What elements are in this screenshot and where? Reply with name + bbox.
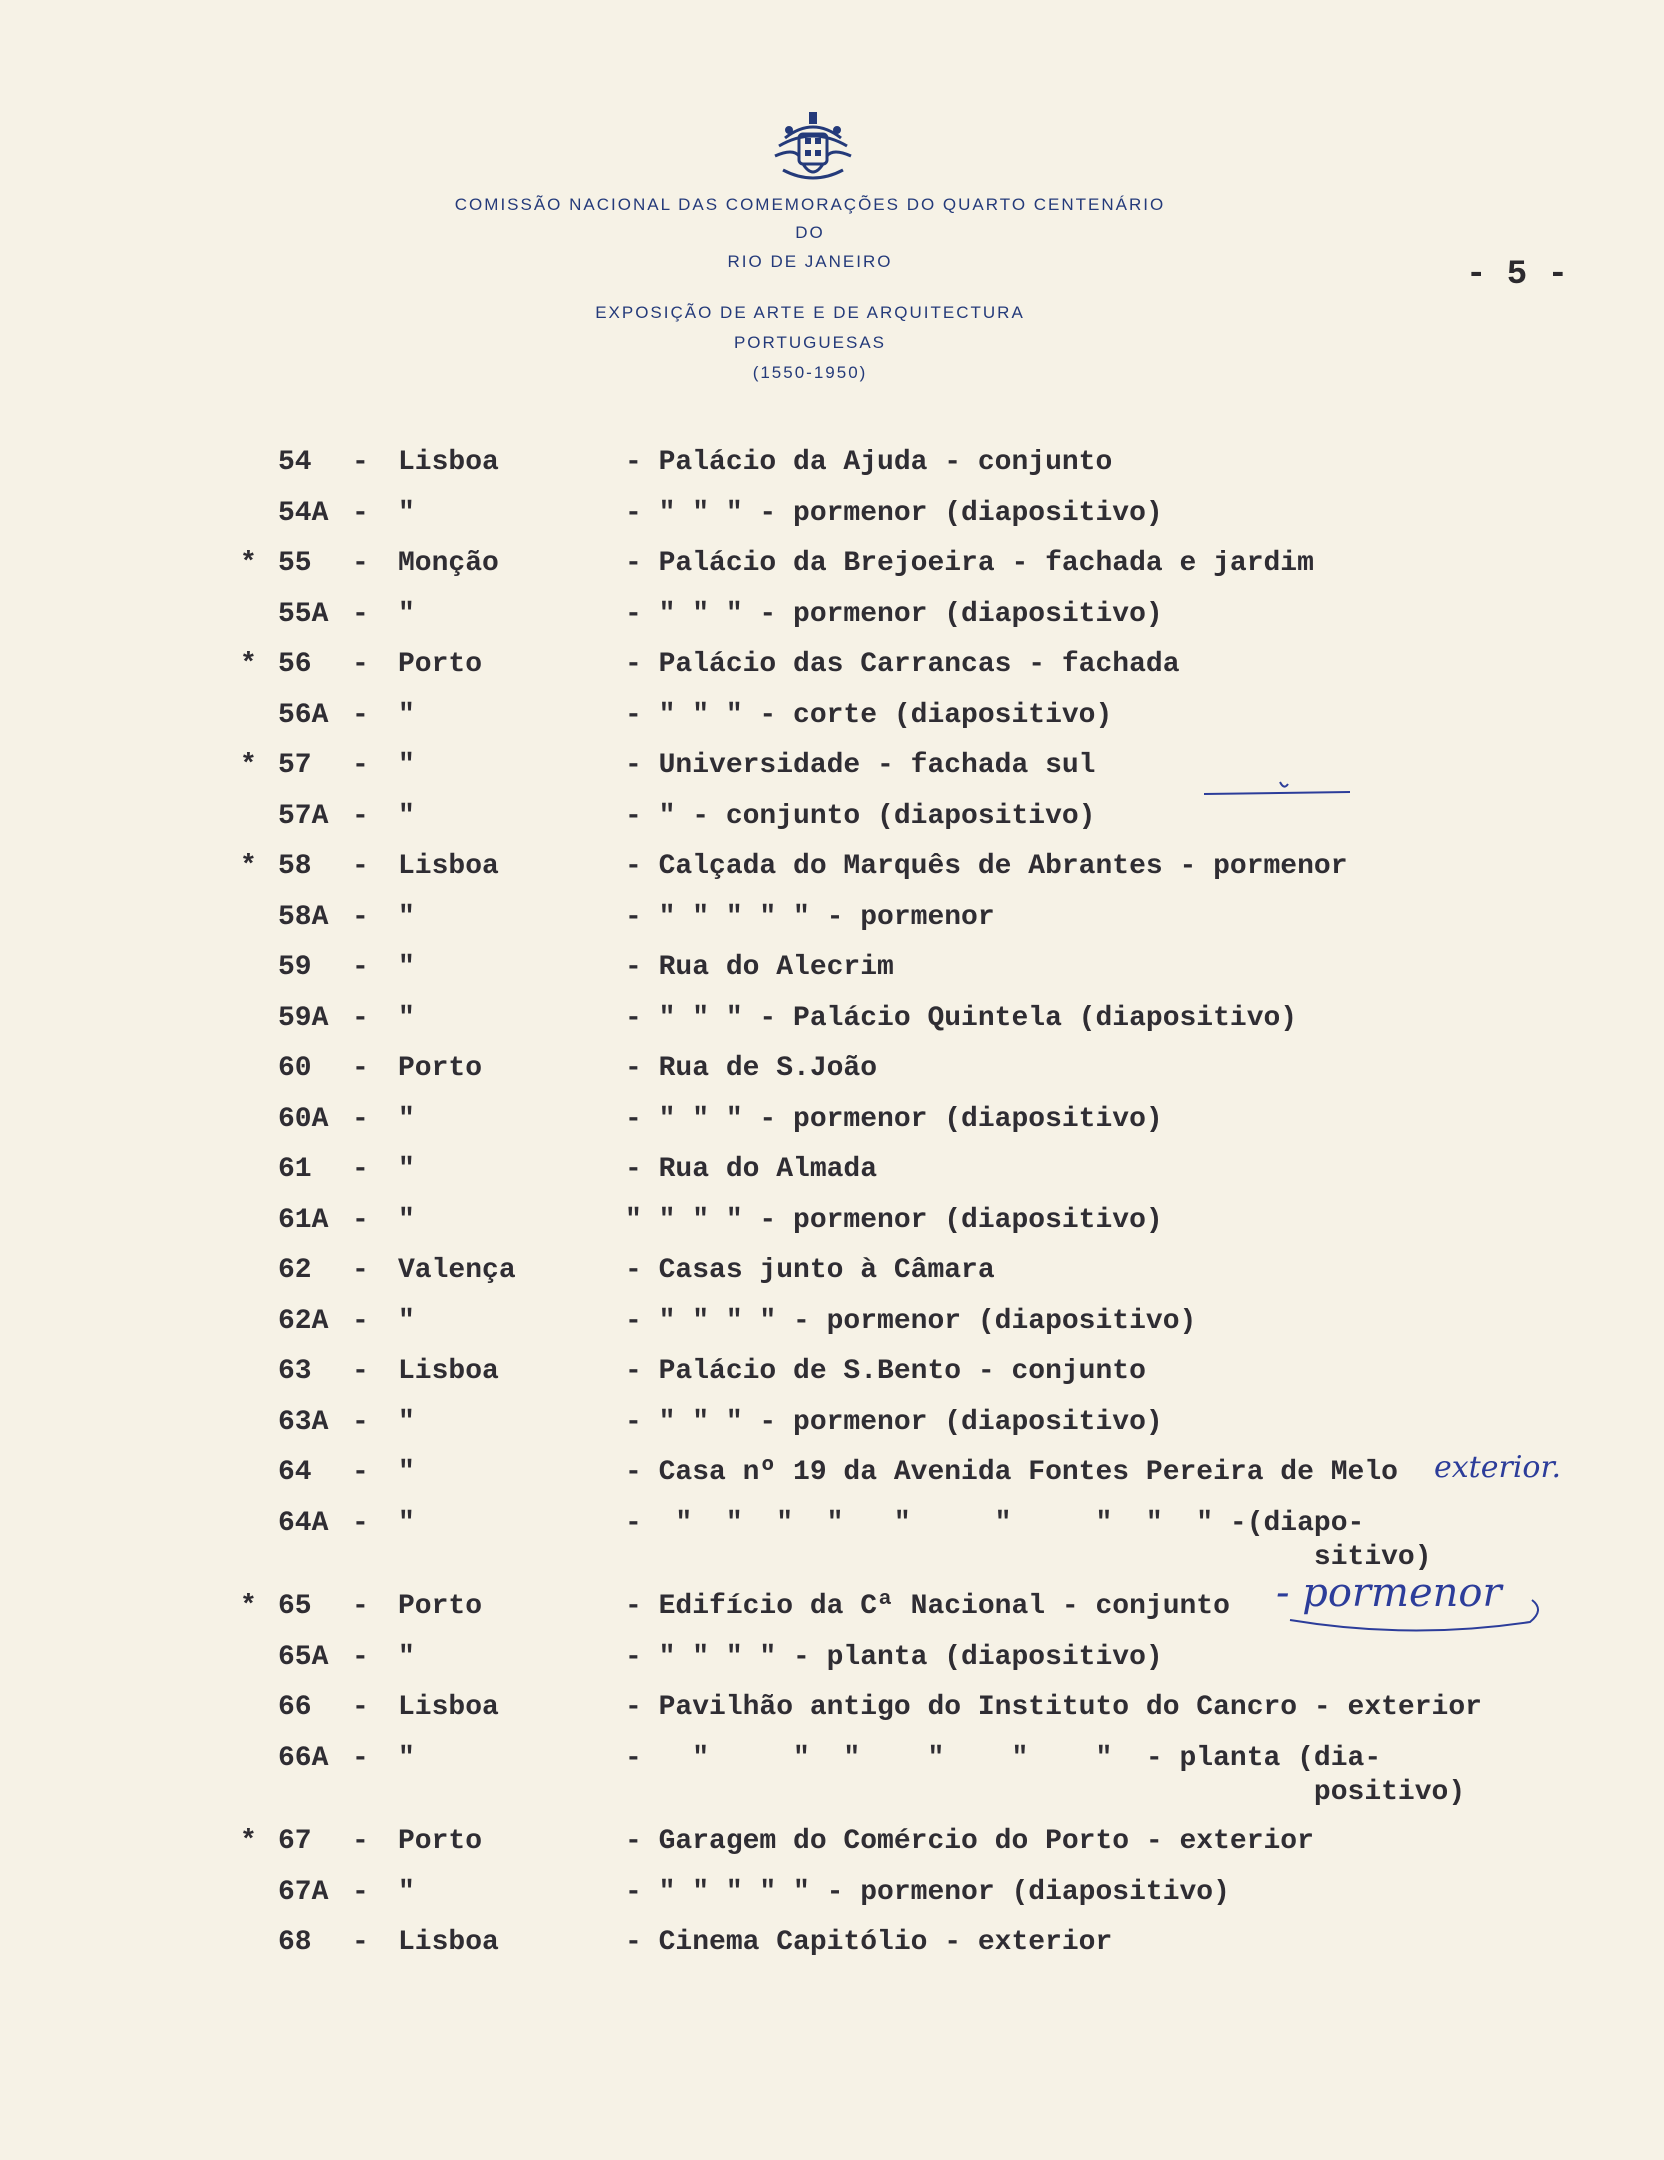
- entry-dash: -: [352, 649, 369, 680]
- header-line-3: RIO DE JANEIRO: [727, 252, 893, 271]
- entry-row: [0, 1734, 1664, 1808]
- entry-number: 57: [278, 750, 312, 781]
- entry-place: ": [398, 1507, 415, 1539]
- entry-dash: -: [352, 548, 369, 579]
- entry-number: 65: [278, 1591, 312, 1622]
- header-line-5: PORTUGUESAS: [733, 333, 887, 352]
- entry-place: ": [398, 800, 415, 832]
- entry-dash: -: [352, 1204, 369, 1236]
- entry-number: 58: [278, 851, 312, 882]
- entry-dash: -: [352, 1406, 369, 1438]
- entry-number: 66: [278, 1692, 312, 1723]
- entry-description: - Rua de S.João: [625, 1053, 878, 1084]
- entry-place: ": [398, 699, 415, 731]
- entry-row: [0, 1499, 1664, 1573]
- entry-number: 63A: [278, 1406, 329, 1438]
- entry-place: ": [398, 901, 415, 933]
- handwritten-bracket-mark: [1270, 1550, 1550, 1640]
- entry-row: [0, 943, 1664, 993]
- entry-description: - Edifício da Cª Nacional - conjunto: [625, 1591, 1230, 1622]
- entry-description: - Cinema Capitólio - exterior: [625, 1927, 1113, 1958]
- entry-row: [0, 1633, 1664, 1683]
- entry-dash: -: [352, 1927, 369, 1958]
- entry-dash: -: [352, 1591, 369, 1622]
- entry-place: Lisboa: [398, 1927, 499, 1958]
- entry-row: [0, 640, 1664, 690]
- entry-place: ": [398, 1641, 415, 1673]
- entry-place: ": [398, 1406, 415, 1438]
- entry-dash: -: [352, 1255, 369, 1286]
- entry-description: " " " " - pormenor (diapositivo): [625, 1204, 1163, 1236]
- entry-mark: *: [240, 649, 257, 680]
- entry-dash: -: [352, 901, 369, 933]
- header-line-6: (1550-1950): [752, 363, 868, 382]
- entry-row: [0, 1398, 1664, 1448]
- entry-place: ": [398, 952, 415, 983]
- entry-row: [0, 1918, 1664, 1968]
- entry-place: ": [398, 598, 415, 630]
- entry-description: - Casa nº 19 da Avenida Fontes Pereira de Melo: [625, 1457, 1398, 1488]
- handwritten-note-pormenor: - pormenor: [1276, 1570, 1502, 1616]
- entry-number: 58A: [278, 901, 329, 933]
- entry-place: ": [398, 750, 415, 781]
- entry-place: ": [398, 1154, 415, 1185]
- entry-description: - " " " " - pormenor (diapositivo): [625, 1305, 1197, 1337]
- entry-row: [0, 1246, 1664, 1296]
- entry-number: 67A: [278, 1876, 329, 1908]
- entry-number: 62A: [278, 1305, 329, 1337]
- entry-dash: -: [352, 1876, 369, 1908]
- entry-row: [0, 893, 1664, 943]
- entry-description: - Palácio de S.Bento - conjunto: [625, 1356, 1146, 1387]
- entry-dash: -: [352, 1053, 369, 1084]
- entry-dash: -: [352, 1305, 369, 1337]
- entry-description: - Palácio da Brejoeira - fachada e jardim: [625, 548, 1314, 579]
- entry-dash: -: [352, 497, 369, 529]
- entry-row: [0, 1145, 1664, 1195]
- entry-description: - Pavilhão antigo do Instituto do Cancro - exterior: [625, 1692, 1482, 1723]
- entry-description: - " " " " " - pormenor: [625, 901, 995, 933]
- entry-mark: *: [240, 548, 257, 579]
- entry-number: 64A: [278, 1507, 329, 1539]
- entry-row: [0, 1868, 1664, 1918]
- entry-dash: -: [352, 1507, 369, 1539]
- entry-place: Porto: [398, 1826, 483, 1857]
- entry-place: ": [398, 1742, 415, 1774]
- entry-row: [0, 1817, 1664, 1867]
- entry-number: 67: [278, 1826, 312, 1857]
- entry-description: - Garagem do Comércio do Porto - exterior: [625, 1826, 1314, 1857]
- entry-place: Porto: [398, 649, 483, 680]
- entry-dash: -: [352, 447, 369, 478]
- entry-dash: -: [352, 851, 369, 882]
- entry-description: - Rua do Alecrim: [625, 952, 894, 983]
- entry-row: [0, 1297, 1664, 1347]
- entry-description: - Palácio das Carrancas - fachada: [625, 649, 1180, 680]
- entry-place: Porto: [398, 1591, 483, 1622]
- entry-place: ": [398, 1204, 415, 1236]
- entry-dash: -: [352, 1742, 369, 1774]
- entry-description: - " " " " " " - planta (dia- positivo): [625, 1742, 1466, 1808]
- entry-place: ": [398, 1876, 415, 1908]
- entry-place: Lisboa: [398, 1356, 499, 1387]
- entry-row: [0, 1095, 1664, 1145]
- entry-dash: -: [352, 750, 369, 781]
- entry-place: Monção: [398, 548, 499, 579]
- entry-place: ": [398, 1305, 415, 1337]
- entry-number: 66A: [278, 1742, 329, 1774]
- entry-dash: -: [352, 1692, 369, 1723]
- entry-dash: -: [352, 1826, 369, 1857]
- entry-description: - Universidade - fachada sul: [625, 750, 1096, 781]
- entry-dash: -: [352, 598, 369, 630]
- entry-dash: -: [352, 1457, 369, 1488]
- entry-row: [0, 994, 1664, 1044]
- entry-description: - " " " - pormenor (diapositivo): [625, 598, 1163, 630]
- entry-number: 61A: [278, 1204, 329, 1236]
- entry-place: Porto: [398, 1053, 483, 1084]
- entry-row: [0, 590, 1664, 640]
- entry-number: 59A: [278, 1002, 329, 1034]
- entry-number: 61: [278, 1154, 312, 1185]
- entry-number: 54A: [278, 497, 329, 529]
- entry-description: - Casas junto à Câmara: [625, 1255, 995, 1286]
- entry-place: ": [398, 1457, 415, 1488]
- entry-row: [0, 741, 1664, 791]
- entry-description: - " " " - pormenor (diapositivo): [625, 1103, 1163, 1135]
- entry-description: - Calçada do Marquês de Abrantes - pormenor: [625, 851, 1348, 882]
- entry-dash: -: [352, 800, 369, 832]
- header-line-2: DO: [795, 223, 825, 242]
- entry-row: [0, 438, 1664, 488]
- entry-place: Valença: [398, 1255, 516, 1286]
- handwritten-note-exterior: exterior.: [1434, 1450, 1562, 1485]
- entry-mark: *: [240, 1591, 257, 1622]
- entry-dash: -: [352, 1356, 369, 1387]
- page-number: - 5 -: [1466, 256, 1569, 294]
- entry-description: - " " " - pormenor (diapositivo): [625, 497, 1163, 529]
- entry-place: Lisboa: [398, 1692, 499, 1723]
- entry-mark: *: [240, 1826, 257, 1857]
- entry-number: 59: [278, 952, 312, 983]
- entry-row: [0, 1044, 1664, 1094]
- coat-of-arms-icon: [765, 108, 861, 186]
- entry-row: [0, 539, 1664, 589]
- entry-place: Lisboa: [398, 851, 499, 882]
- entry-row: [0, 489, 1664, 539]
- entry-number: 60: [278, 1053, 312, 1084]
- entry-number: 60A: [278, 1103, 329, 1135]
- entry-number: 55: [278, 548, 312, 579]
- handwritten-correction-mark: [1200, 780, 1360, 840]
- entry-mark: *: [240, 750, 257, 781]
- entry-description: - " " " " " - pormenor (diapositivo): [625, 1876, 1230, 1908]
- entry-number: 56: [278, 649, 312, 680]
- entry-dash: -: [352, 1002, 369, 1034]
- entry-number: 64: [278, 1457, 312, 1488]
- entry-description: - Rua do Almada: [625, 1154, 878, 1185]
- entry-row: [0, 842, 1664, 892]
- entry-place: ": [398, 497, 415, 529]
- entry-dash: -: [352, 952, 369, 983]
- header-line-1: COMISSÃO NACIONAL DAS COMEMORAÇÕES DO QUARTO CENTENÁRIO: [454, 195, 1166, 214]
- entry-place: ": [398, 1002, 415, 1034]
- entry-number: 57A: [278, 800, 329, 832]
- entry-row: [0, 792, 1664, 842]
- entry-row: [0, 1683, 1664, 1733]
- header-line-4: EXPOSIÇÃO DE ARTE E DE ARQUITECTURA: [595, 303, 1025, 322]
- entry-dash: -: [352, 699, 369, 731]
- entry-number: 68: [278, 1927, 312, 1958]
- entry-number: 62: [278, 1255, 312, 1286]
- entry-description: - " " " - Palácio Quintela (diapositivo): [625, 1002, 1298, 1034]
- entry-row: [0, 1196, 1664, 1246]
- entry-number: 63: [278, 1356, 312, 1387]
- entry-place: ": [398, 1103, 415, 1135]
- entry-number: 54: [278, 447, 312, 478]
- entry-row: [0, 1347, 1664, 1397]
- entry-dash: -: [352, 1641, 369, 1673]
- entry-description: - " " " " " " " " " -(diapo- sitivo): [625, 1507, 1432, 1573]
- entry-place: Lisboa: [398, 447, 499, 478]
- entry-number: 56A: [278, 699, 329, 731]
- entry-mark: *: [240, 851, 257, 882]
- entry-number: 55A: [278, 598, 329, 630]
- entry-dash: -: [352, 1103, 369, 1135]
- entry-dash: -: [352, 1154, 369, 1185]
- entry-number: 65A: [278, 1641, 329, 1673]
- entry-description: - " " " - corte (diapositivo): [625, 699, 1113, 731]
- entry-description: - Palácio da Ajuda - conjunto: [625, 447, 1113, 478]
- entry-description: - " - conjunto (diapositivo): [625, 800, 1096, 832]
- entry-description: - " " " - pormenor (diapositivo): [625, 1406, 1163, 1438]
- entry-description: - " " " " - planta (diapositivo): [625, 1641, 1163, 1673]
- entry-row: [0, 691, 1664, 741]
- entry-row: [0, 1448, 1664, 1498]
